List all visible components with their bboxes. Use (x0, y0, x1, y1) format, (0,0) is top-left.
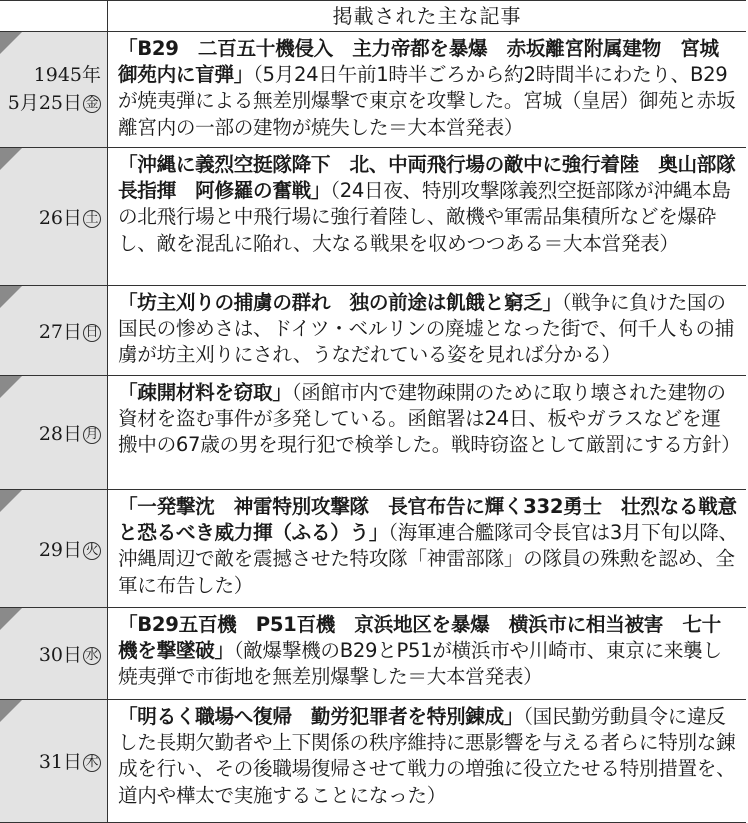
date-text: 29日 (38, 539, 82, 561)
year-text: 1945年 (33, 64, 101, 86)
date-text: 26日 (38, 207, 82, 229)
date-cell (0, 376, 108, 489)
corner-triangle-icon (0, 700, 22, 722)
date-label (39, 318, 101, 346)
weekday-badge: 火 (83, 542, 101, 560)
date-cell (0, 32, 108, 147)
corner-triangle-icon (0, 32, 22, 54)
corner-triangle-icon (0, 376, 22, 398)
article-headline: 「B29 二百五十機侵入 主力帝都を暴爆 赤坂離宮附属建物 宮城御苑内に盲弾」 (118, 37, 719, 87)
article-text (118, 704, 738, 809)
corner-triangle-icon (0, 608, 22, 630)
weekday-badge: 日 (83, 324, 101, 342)
header-title: 掲載された主な記事 (332, 4, 522, 28)
date-label (39, 420, 101, 448)
date-label (8, 61, 101, 117)
table-row (0, 148, 746, 286)
date-text: 5月25日 (7, 92, 82, 114)
date-cell (0, 700, 108, 822)
article-body: （24日夜、特別攻撃隊義烈空挺部隊が沖縄本島の北飛行場と中飛行場に強行着陸し、敵機や軍需品集積所などを爆砕し、敵を混乱に陥れ、大なる戦果を収めつつある＝大本営発表） (118, 179, 731, 255)
article-headline: 「坊主刈りの捕虜の群れ 独の前途は飢餓と窮乏」 (118, 291, 562, 314)
article-headline: 「B29五百機 P51百機 京浜地区を暴爆 横浜市に相当被害 七十機を撃墜破」 (118, 613, 721, 663)
article-headline: 「一発撃沈 神雷特別攻撃隊 長官布告に輝く332勇士 壮烈なる戦意と恐るべき威力揮（ふる）う」 (118, 495, 737, 545)
article-text (118, 152, 738, 257)
table-row (0, 32, 746, 148)
date-label (39, 641, 101, 669)
article-headline: 「沖縄に義烈空挺隊降下 北、中両飛行場の敵中に強行着陸 奥山部隊長指揮 阿修羅の奮戦」 (118, 153, 736, 203)
date-text: 27日 (38, 321, 82, 343)
article-body: （海軍連合艦隊司令長官は3月下旬以降、沖縄周辺で敵を震撼させた特攻隊「神雷部隊」の隊員の殊勲を認め、全軍に布告した） (118, 521, 738, 597)
article-body: （国民勤労動員令に違反した長期欠勤者や上下関係の秩序維持に悪影響を与える者らに特別な錬成を行い、その後職場復帰させて戦力の増強に役立たせる特別措置を、道内や樺太で実施することになった） (118, 705, 736, 807)
table-row (0, 286, 746, 376)
date-cell (0, 608, 108, 699)
weekday-badge: 土 (83, 210, 101, 228)
article-text (118, 494, 738, 599)
article-body: （函館市内で建物疎開のために取り壊された建物の資材を盗む事件が多発している。函館署は24日、板やガラスなどを運搬中の67歳の男を現行犯で検挙した。戦時窃盗として厳罰にする方針） (118, 381, 741, 457)
date-text: 30日 (38, 644, 82, 666)
table-row (0, 490, 746, 608)
weekday-badge: 金 (83, 95, 101, 113)
corner-triangle-icon (0, 286, 22, 308)
date-text: 31日 (38, 751, 82, 773)
article-text (118, 380, 741, 459)
article-body: （敵爆撃機のB29とP51が横浜市や川崎市、東京に来襲し焼夷弾で市街地を無差別爆撃した＝大本営発表） (118, 639, 722, 689)
date-label (39, 204, 101, 232)
weekday-badge: 水 (83, 647, 101, 665)
article-body: （戦争に負けた国の国民の惨めさは、ドイツ・ベルリンの廃墟となった街で、何千人もの捕虜が坊主刈りにされ、うなだれている姿を見れば分かる） (118, 291, 735, 367)
article-headline: 「明るく職場へ復帰 勤労犯罪者を特別錬成」 (118, 705, 524, 728)
table-row (0, 700, 746, 822)
table-header (0, 1, 746, 32)
date-cell (0, 148, 108, 285)
corner-triangle-icon (0, 490, 22, 512)
table-row (0, 376, 746, 490)
header-date-cell (0, 1, 108, 31)
article-text (118, 612, 738, 691)
weekday-badge: 木 (83, 754, 101, 772)
article-text (118, 290, 738, 369)
article-body: （5月24日午前1時半ごろから約2時間半にわたり、B29が焼夷弾による無差別爆撃で東京を攻撃した。宮城（皇居）御苑と赤坂離宮内の一部の建物が焼失した＝大本営発表） (118, 63, 736, 139)
corner-triangle-icon (0, 148, 22, 170)
article-headline: 「疎開材料を窃取」 (118, 381, 292, 404)
date-cell (0, 490, 108, 607)
date-cell (0, 286, 108, 375)
table-row (0, 608, 746, 700)
article-text (118, 36, 738, 141)
weekday-badge: 月 (83, 426, 101, 444)
date-label (39, 536, 101, 564)
date-text: 28日 (38, 423, 82, 445)
date-label (39, 748, 101, 776)
